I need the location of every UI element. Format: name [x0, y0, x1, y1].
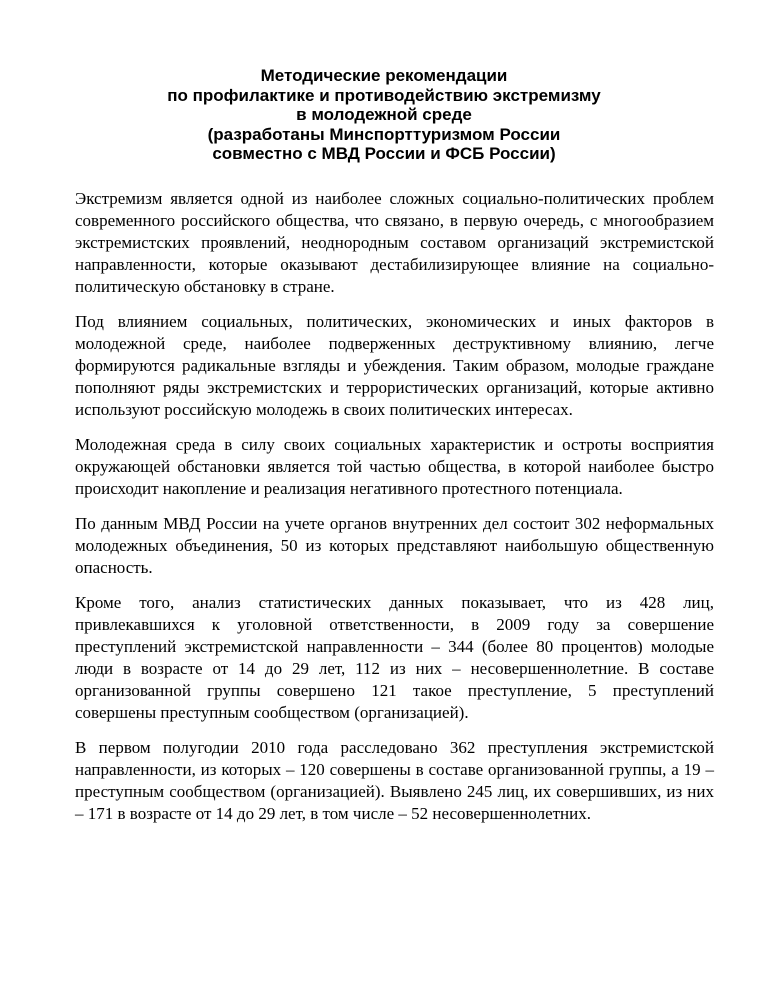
title-line: совместно с МВД России и ФСБ России) — [212, 144, 556, 163]
document-title — [60, 66, 708, 164]
paragraph: Молодежная среда в силу своих социальных характеристик и остроты восприятия окружающей обстановки является той частью общества, в которой наиболее быстро происходит накопление и реализация негативного протестного потенциала. — [75, 435, 714, 498]
paragraph: Экстремизм является одной из наиболее сложных социально-политических проблем современного российского общества, что связано, в первую очередь, с многообразием экстремистских проявлений, неоднородным составом организаций экстремистской направленности, которые оказывают дестабилизирующее влияние на социально-политическую обстановку в стране. — [75, 189, 714, 296]
title-line: Методические рекомендации — [260, 66, 508, 85]
paragraph: Кроме того, анализ статистических данных показывает, что из 428 лиц, привлекавшихся к уголовной ответственности, в 2009 году за совершение преступлений экстремистской направленности – 344 (более 80 процентов) молодые люди в возрасте от 14 до 29 лет, 112 из них – несовершеннолетние. В составе организованной группы совершено 121 такое преступление, 5 преступлений совершены преступным сообществом (организацией). — [75, 593, 714, 722]
title-line: (разработаны Минспорттуризмом России — [207, 124, 561, 144]
paragraph: По данным МВД России на учете органов внутренних дел состоит 302 неформальных молодежных объединения, 50 из которых представляют наибольшую общественную опасность. — [75, 514, 714, 577]
title-line: в молодежной среде — [296, 105, 472, 124]
document-body — [75, 188, 714, 838]
paragraph: В первом полугодии 2010 года расследовано 362 преступления экстремистской направленности, из которых – 120 совершены в составе организованной группы, а 19 – преступным сообществом (организацией). Выявлено 245 лиц, их совершивших, из них – 171 в возрасте от 14 до 29 лет, в том числе – 52 несовершеннолетних. — [75, 738, 714, 823]
title-line: по профилактике и противодействию экстремизму — [167, 85, 601, 105]
paragraph: Под влиянием социальных, политических, экономических и иных факторов в молодежной среде, наиболее подверженных деструктивному влиянию, легче формируются радикальные взгляды и убеждения. Таким образом, молодые граждане пополняют ряды экстремистских и террористических организаций, которые активно используют российскую молодежь в своих политических интересах. — [75, 312, 714, 419]
